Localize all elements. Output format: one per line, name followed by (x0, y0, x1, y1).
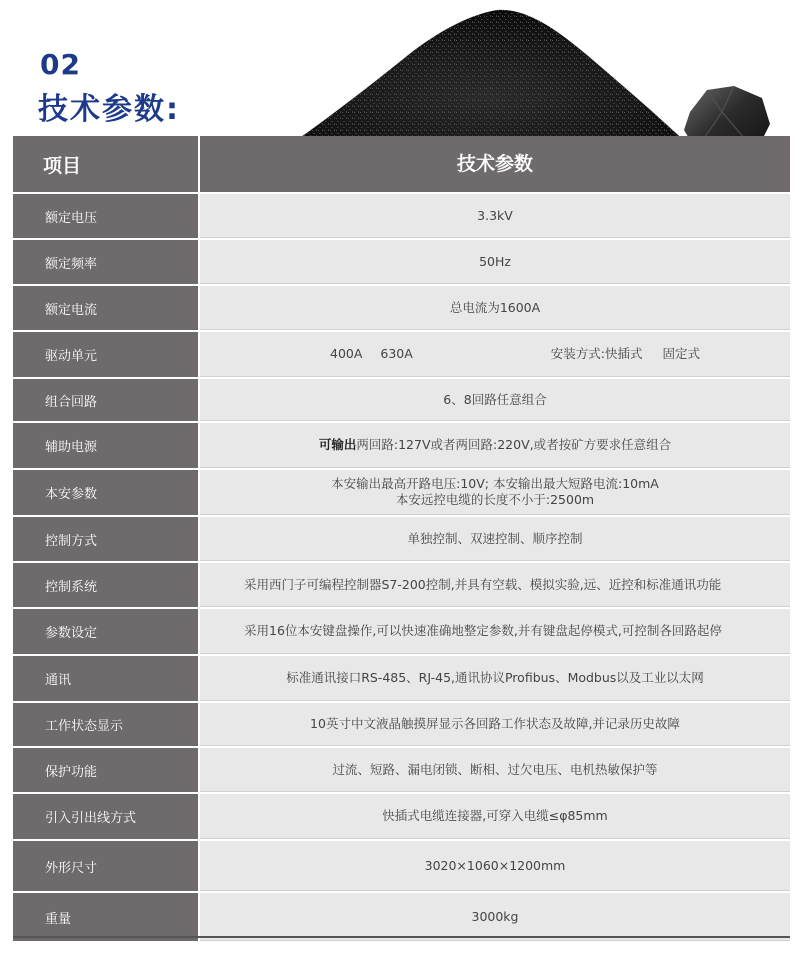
table-row (13, 332, 790, 379)
row-key: 通讯 (13, 656, 200, 701)
table-row (13, 379, 790, 423)
table-row (13, 563, 790, 609)
row-value: 采用16位本安键盘操作,可以快速准确地整定参数,并有键盘起停模式,可控制各回路起停 (200, 609, 790, 654)
row-value (200, 470, 790, 515)
row-key: 额定电压 (13, 194, 200, 238)
table-bottom-rule (13, 936, 790, 938)
row-key: 保护功能 (13, 748, 200, 792)
aux-power-text: 两回路:127V或者两回路:220V,或者按矿方要求任意组合 (356, 437, 672, 452)
row-value: 过流、短路、漏电闭锁、断相、过欠电压、电机热敏保护等 (200, 748, 790, 792)
install-mode-fixed: 固定式 (662, 346, 700, 361)
table-row (13, 609, 790, 656)
table-row (13, 286, 790, 332)
row-value: 标准通讯接口RS-485、RJ-45,通讯协议Profibus、Modbus以及工业以太网 (200, 656, 790, 701)
table-header-row (13, 136, 790, 194)
header-item: 项目 (13, 136, 200, 192)
tech-params-table (13, 136, 790, 941)
row-value: 总电流为1600A (200, 286, 790, 330)
header-params: 技术参数 (456, 153, 533, 175)
row-value (200, 332, 790, 377)
row-value: 单独控制、双速控制、顺序控制 (200, 517, 790, 561)
table-row (13, 240, 790, 286)
table-row (13, 470, 790, 517)
row-key: 工作状态显示 (13, 703, 200, 746)
row-value: 10英寸中文液晶触摸屏显示各回路工作状态及故障,并记录历史故障 (200, 703, 790, 746)
row-value: 50Hz (200, 240, 790, 284)
activated-carbon-pile-image (282, 0, 692, 155)
section-number: 02 (40, 48, 81, 81)
row-key: 参数设定 (13, 609, 200, 654)
row-key: 重量 (13, 893, 200, 941)
row-value: 3020×1060×1200mm (200, 841, 790, 891)
row-key: 驱动单元 (13, 332, 200, 377)
is-params-line2: 本安远控电缆的长度不小于:2500m (395, 492, 595, 507)
table-row (13, 656, 790, 703)
aux-power-prefix: 可输出 (318, 437, 357, 452)
row-key: 引入引出线方式 (13, 794, 200, 839)
row-value: 3000kg (200, 893, 790, 941)
table-row (13, 841, 790, 893)
section-title: 技术参数: (38, 92, 180, 127)
table-row (13, 423, 790, 470)
row-key: 额定频率 (13, 240, 200, 284)
row-value: 采用西门子可编程控制器S7-200控制,并具有空载、模拟实验,远、近控和标准通讯功能 (200, 563, 790, 607)
table-row (13, 748, 790, 794)
table-row (13, 893, 790, 941)
table-row (13, 194, 790, 240)
row-key: 本安参数 (13, 470, 200, 515)
install-mode-plug: 安装方式:快插式 (550, 346, 643, 361)
table-row (13, 703, 790, 748)
row-key: 控制方式 (13, 517, 200, 561)
row-key: 辅助电源 (13, 423, 200, 468)
row-value: 6、8回路任意组合 (200, 379, 790, 421)
row-value (200, 423, 790, 468)
row-key: 控制系统 (13, 563, 200, 607)
table-row (13, 794, 790, 841)
is-params-line1: 本安输出最高开路电压:10V; 本安输出最大短路电流:10mA (331, 476, 659, 491)
row-value: 3.3kV (200, 194, 790, 238)
row-value: 快插式电缆连接器,可穿入电缆≤φ85mm (200, 794, 790, 839)
row-key: 外形尺寸 (13, 841, 200, 891)
drive-unit-630a: 630A (380, 346, 413, 361)
row-key: 额定电流 (13, 286, 200, 330)
table-row (13, 517, 790, 563)
row-key: 组合回路 (13, 379, 200, 421)
drive-unit-400a: 400A (330, 346, 363, 361)
